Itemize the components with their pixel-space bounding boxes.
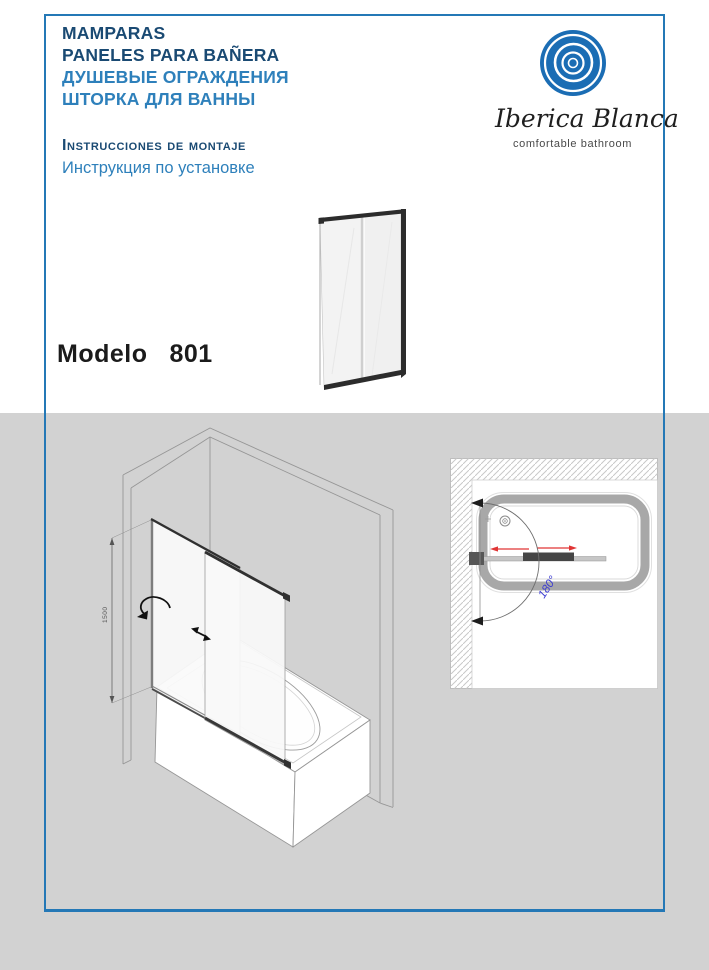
model-number: 801 (169, 340, 213, 368)
title-line-es-1: MAMPARAS (62, 23, 166, 43)
height-dimension (102, 520, 151, 703)
subtitle-ru: Инструкция по установке (62, 159, 255, 177)
title-line-ru-2: ШТОРКА ДЛЯ ВАННЫ (62, 89, 256, 109)
title-line-ru-1: ДУШЕВЫЕ ОГРАЖДЕНИЯ (62, 67, 289, 87)
assembly-subtitles (62, 134, 255, 180)
model-caption (57, 340, 213, 369)
brand-name: Iberica Blanca (495, 104, 679, 133)
height-dimension-label: 1500 (102, 606, 109, 623)
subtitle-es: Instrucciones de montaje (62, 137, 246, 154)
sliding-panel-bar (523, 553, 574, 562)
rotation-angle-label: 180° (536, 574, 560, 601)
title-line-es-2: PANELES PARA BAÑERA (62, 45, 280, 65)
product-image-bath-screen (312, 206, 414, 392)
topview-rotation-diagram (445, 452, 660, 697)
isometric-installation-diagram (55, 415, 455, 915)
screen-right-frame (401, 209, 406, 378)
model-label: Modelo (57, 340, 148, 368)
brand-logo (495, 28, 679, 150)
hinge-block (469, 552, 484, 565)
spiral-logo-icon (538, 28, 608, 98)
product-titles (62, 22, 289, 110)
brand-tagline: comfortable bathroom (513, 138, 632, 150)
